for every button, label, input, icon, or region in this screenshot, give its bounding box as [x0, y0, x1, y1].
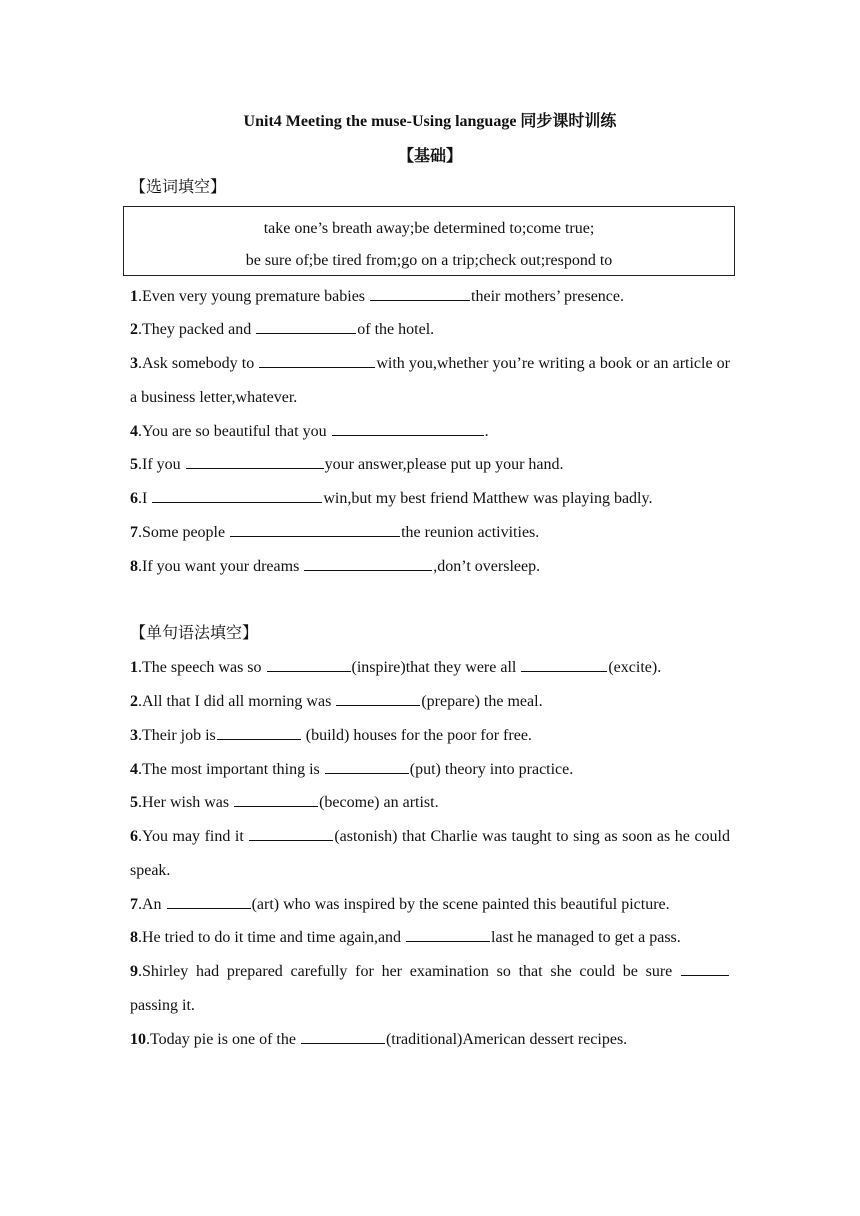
answer-blank[interactable]	[186, 452, 324, 469]
question-text: .	[484, 423, 489, 440]
question-item	[130, 719, 730, 753]
question-text: (become) an artist.	[319, 794, 439, 811]
question-text: .They packed and	[138, 321, 256, 338]
word-bank-box	[123, 206, 735, 276]
question-text: .You are so beautiful that you	[138, 423, 331, 440]
question-item	[130, 550, 730, 584]
question-item	[130, 888, 730, 922]
answer-blank[interactable]	[325, 757, 409, 774]
question-item	[130, 685, 730, 719]
page-subtitle: 【基础】	[397, 148, 462, 165]
answer-blank[interactable]	[259, 351, 375, 368]
question-number: 8	[130, 558, 138, 575]
question-text: passing it.	[130, 997, 195, 1014]
question-item	[130, 786, 730, 820]
question-text: .You may find it	[138, 828, 249, 845]
question-text: (put) theory into practice.	[409, 761, 574, 778]
question-text: .All that I did all morning was	[138, 693, 336, 710]
question-number: 3	[130, 727, 138, 744]
page-title: Unit4 Meeting the muse-Using language 同步课时训练	[243, 113, 617, 130]
answer-blank[interactable]	[256, 317, 356, 334]
question-item	[130, 820, 730, 888]
question-number: 1	[130, 659, 138, 676]
question-number: 6	[130, 828, 138, 845]
section-heading-word-choice: 【选词填空】	[130, 179, 227, 196]
question-text: ,don’t oversleep.	[433, 558, 541, 575]
answer-blank[interactable]	[301, 1027, 385, 1044]
question-text: win,but my best friend Matthew was playing badly.	[323, 490, 653, 507]
question-item	[130, 955, 730, 1023]
answer-blank[interactable]	[336, 689, 420, 706]
answer-blank[interactable]	[167, 892, 251, 909]
question-item	[130, 1023, 730, 1057]
answer-blank[interactable]	[230, 520, 400, 537]
question-text: (astonish) that Charlie was taught to sing as soon as he could speak.	[130, 828, 730, 879]
question-item	[130, 482, 730, 516]
question-text: .An	[138, 896, 166, 913]
answer-blank[interactable]	[217, 723, 301, 740]
answer-blank[interactable]	[267, 655, 351, 672]
answer-blank[interactable]	[304, 554, 432, 571]
question-number: 9	[130, 963, 138, 980]
question-text: their mothers’ presence.	[471, 288, 624, 305]
question-text: (build) houses for the poor for free.	[301, 727, 532, 744]
question-text: last he managed to get a pass.	[491, 929, 681, 946]
question-number: 1	[130, 288, 138, 305]
question-text: (inspire)that they were all	[351, 659, 521, 676]
question-text: .Even very young premature babies	[138, 288, 370, 305]
word-bank-line: take one’s breath away;be determined to;come true;	[263, 220, 595, 237]
question-number: 7	[130, 896, 138, 913]
question-item	[130, 280, 730, 314]
answer-blank[interactable]	[521, 655, 607, 672]
question-item	[130, 921, 730, 955]
question-text: .Their job is	[138, 727, 216, 744]
question-number: 2	[130, 321, 138, 338]
question-text: (excite).	[608, 659, 662, 676]
question-text: (prepare) the meal.	[421, 693, 543, 710]
question-text: .Some people	[138, 524, 230, 541]
question-number: 2	[130, 693, 138, 710]
question-number: 5	[130, 456, 138, 473]
question-text: of the hotel.	[357, 321, 435, 338]
question-number: 4	[130, 761, 138, 778]
question-text: your answer,please put up your hand.	[324, 456, 564, 473]
question-text: .The most important thing is	[138, 761, 324, 778]
answer-blank[interactable]	[234, 790, 318, 807]
question-text: .I	[138, 490, 152, 507]
answer-blank[interactable]	[681, 959, 729, 976]
answer-blank[interactable]	[370, 284, 470, 301]
question-item	[130, 347, 730, 415]
question-number: 5	[130, 794, 138, 811]
question-text: .Today pie is one of the	[146, 1031, 300, 1048]
question-text: .The speech was so	[138, 659, 266, 676]
question-text: (traditional)American dessert recipes.	[385, 1031, 628, 1048]
question-number: 4	[130, 423, 138, 440]
question-item	[130, 753, 730, 787]
question-item	[130, 313, 730, 347]
question-item	[130, 516, 730, 550]
answer-blank[interactable]	[152, 486, 322, 503]
question-text: .If you	[138, 456, 185, 473]
question-number: 10	[130, 1031, 146, 1048]
question-number: 3	[130, 355, 138, 372]
question-text: the reunion activities.	[401, 524, 540, 541]
question-text: .Ask somebody to	[138, 355, 259, 372]
question-text: (art) who was inspired by the scene painted this beautiful picture.	[251, 896, 670, 913]
question-number: 6	[130, 490, 138, 507]
section-heading-grammar-fill: 【单句语法填空】	[130, 625, 259, 642]
question-text: .He tried to do it time and time again,and	[138, 929, 406, 946]
question-item	[130, 651, 730, 685]
question-item	[130, 415, 730, 449]
question-text: .Shirley had prepared carefully for her examination so that she could be sure	[138, 963, 680, 980]
question-text: .Her wish was	[138, 794, 234, 811]
question-text: .If you want your dreams	[138, 558, 304, 575]
question-number: 8	[130, 929, 138, 946]
question-number: 7	[130, 524, 138, 541]
question-text: with you,whether you’re writing a book or an article or a business letter,whatever.	[130, 355, 731, 406]
word-bank-line: be sure of;be tired from;go on a trip;check out;respond to	[245, 252, 613, 269]
question-item	[130, 448, 730, 482]
answer-blank[interactable]	[332, 419, 484, 436]
answer-blank[interactable]	[406, 925, 490, 942]
answer-blank[interactable]	[249, 824, 333, 841]
